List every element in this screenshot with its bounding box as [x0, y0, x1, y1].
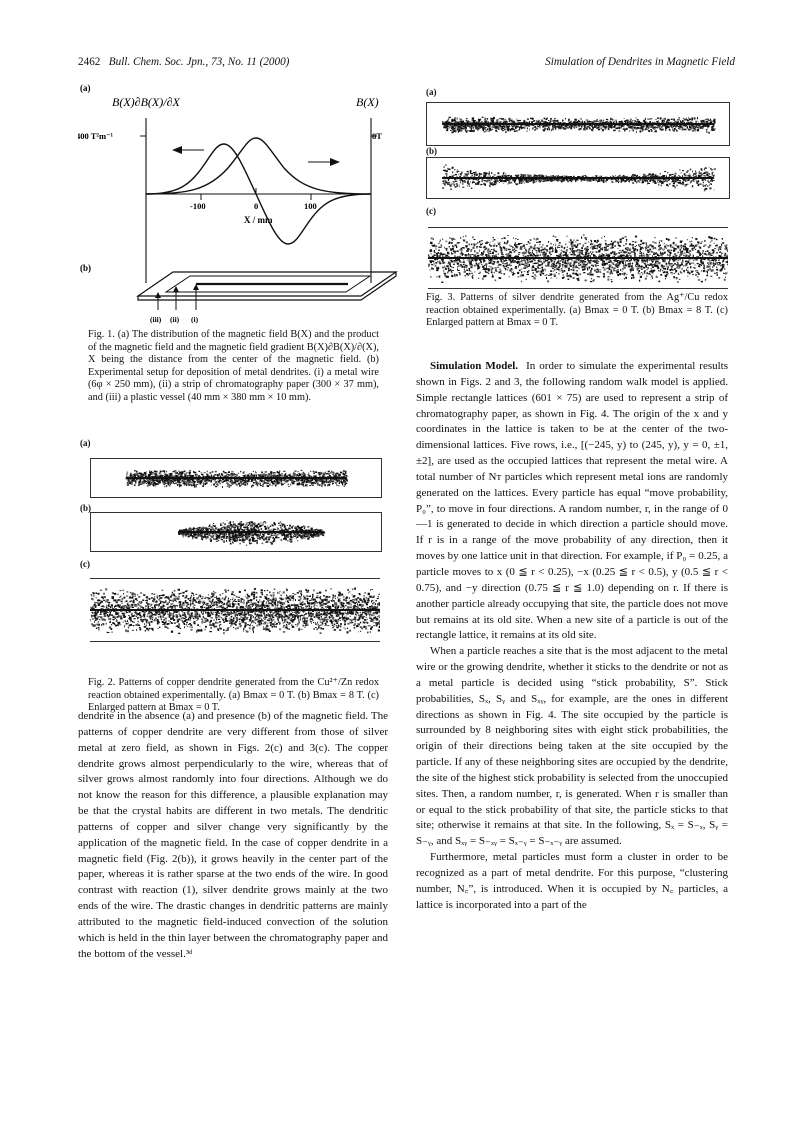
fig2-panel-b [90, 512, 382, 552]
experimental-setup-diagram [138, 272, 396, 314]
fig1-tick-pos: 100 [304, 201, 317, 211]
fig2-panel-a [90, 458, 382, 498]
figure-1 [78, 78, 398, 328]
fig1-tick-zero: 0 [254, 201, 259, 211]
fig1-panel-a-label: (a) [80, 83, 91, 93]
left-column-text [78, 709, 388, 963]
section-heading: Simulation Model. [430, 360, 519, 372]
fig1-left-axis-label: B(X)∂B(X)/∂X [112, 95, 180, 109]
left-paragraph: dendrite in the absence (a) and presence (b) of the magnetic field. The patterns of copper dendrite are very different from those of silver metal at zero field, as shown in Figs. 2(c) and 3(c). The copper dendrite grows almost perpendicularly to the wire, whereas that of silver grows almost randomly into four directions. Although we do not know the reason for this difference, a plausible explanation may be that the crystal habits are different in two metals. The dendritic patterns of copper and silver change very significantly by the application of the magnetic field. In the case of copper dendrite in a magnetic field (Fig. 2(b)), it grows heavily in the center part of the paper, whereas it is rather sparse at the two ends of the wire. In good contrast with reaction (1), silver dendrite grows mainly at the two ends of the wire. The drastic changes in dendritic patterns are mainly attributed to the magnetic field-induced convection of the solution which is held in the thin layer between the chromatography paper and the bottom of the vessel.³ᵈ [78, 710, 388, 960]
figure-1-caption: Fig. 1. (a) The distribution of the magnetic field B(X) and the product of the magnetic field and the magnetic field gradient B(X)∂B(X)/∂(X), X being the distance from the center of the magnetic field. (b) Experimental setup for deposition of metal dendrites. (i) a metal wire (6φ × 250 mm), (ii) a strip of chromatography paper (300 × 37 mm), and (iii) a plastic vessel (40 mm × 380 mm × 10 mm). [88, 329, 379, 403]
fig3-panel-c-pattern [428, 228, 728, 288]
fig3-panel-c [428, 227, 728, 289]
journal-citation: Bull. Chem. Soc. Jpn., 73, No. 11 (2000) [108, 56, 290, 68]
setup-label-iii: (iii) [150, 315, 162, 324]
setup-label-ii: (ii) [170, 315, 180, 324]
fig2-panel-c [90, 578, 380, 642]
fig2-panel-a-pattern [91, 459, 381, 497]
fig3-label-a: (a) [426, 87, 437, 97]
fig1-xlabel: X / mm [244, 215, 273, 225]
fig3-panel-a [426, 102, 730, 146]
right-column-text [416, 359, 728, 914]
fig3-label-c: (c) [426, 206, 436, 216]
fig2-label-c: (c) [80, 559, 90, 569]
fig1-tick-neg: -100 [190, 201, 206, 211]
fig3-panel-a-pattern [427, 103, 729, 145]
paragraph-simulation-model: Simulation Model. In order to simulate the experimental results shown in Figs. 2 and 3, the following random walk model is applied. Simple rectangle lattices (601 × 75) are used to represent a strip of chromatography paper, as shown in Fig. 4. The origin of the x and y coordinates in the lattice is taken to be at the center of the two-dimensional lattices. Five rows, i.e., [(−245, y) to (245, y), y = 0, ±1, ±2], are used as the occupied lattices that represent the metal wire. A total number of Nᴛ particles which represent metal ions are randomly generated on the lattices. Every particle has equal “move probability, P₀”, to move in four directions. A random number, r, in the range of 0—1 is generated to decide in which direction a particle should move. If r is in a range of the move probability of any direction, then it moves by one lattice unit in that direction. For example, if P₀ = 0.25, a particle moves to x (0 ≦ r < 0.25), −x (0.25 ≦ r < 0.5), y (0.5 ≦ r < 0.75), and −y direction (0.75 ≦ r ≦ 1.0) depending on r. If there is another particle already occupying that site, the particle does not move but remains at its old site. When a new site of a particle is out of the rectangle lattice, it remains at its old site. [416, 360, 728, 642]
fig2-label-a: (a) [80, 438, 91, 448]
setup-label-i: (i) [191, 315, 199, 324]
figure-2-caption: Fig. 2. Patterns of copper dendrite generated from the Cu²⁺/Zn redox reaction obtained experimentally. (a) Bmax = 0 T. (b) Bmax = 8 T. (c) Enlarged pattern at Bmax = 0 T. [88, 677, 379, 714]
fig1-left-value: 400 T²m⁻¹ [78, 131, 114, 141]
running-header-left [78, 56, 289, 68]
fig1-bx-curve [146, 138, 371, 194]
fig2-panel-b-pattern [91, 513, 381, 551]
fig3-panel-b-pattern [427, 158, 729, 198]
figure-1-graphic [78, 78, 398, 328]
figure-3-caption: Fig. 3. Patterns of silver dendrite generated from the Ag⁺/Cu redox reaction obtained experimentally. (a) Bmax = 0 T. (b) Bmax = 8 T. (c) Enlarged pattern at Bmax = 0 T. [426, 292, 728, 329]
paragraph-clustering: Furthermore, metal particles must form a cluster in order to be recognized as a part of metal dendrite. For this purpose, “clustering number, N꜀”, is introduced. When it is occupied by N꜀ particles, a lattice is incorporated into a part of the [416, 851, 728, 911]
left-arrow-icon [172, 146, 182, 154]
fig1-panel-b-label: (b) [80, 263, 91, 273]
fig2-label-b: (b) [80, 503, 91, 513]
page-number: 2462 [78, 56, 101, 68]
fig1-right-value: 8T [372, 131, 382, 141]
running-title: Simulation of Dendrites in Magnetic Field [545, 56, 735, 68]
fig1-right-axis-label: B(X) [356, 95, 379, 109]
fig2-panel-c-pattern [90, 579, 380, 641]
fig3-label-b: (b) [426, 146, 437, 156]
right-arrow-icon [330, 158, 340, 166]
paragraph-stick-probability: When a particle reaches a site that is the most adjacent to the metal wire or the growing dendrite, whether it sticks to the dendrite or not as a metal particle is decided using “stick probability, S”. Stick probabilities, Sₓ, Sᵧ and Sₓᵧ, for example, are the ones in different directions as shown in Fig. 4. The site occupied by the particle is surrounded by 8 neighboring sites with eight stick probabilities, the origin of their directions being taken at the site occupied by the particle. If any of these neighboring sites are occupied by the dendrite, the site of the highest stick probability is selected from the unoccupied sites. Then, a random number, r, is generated. When r is smaller than or equal to the stick probability of that site, the particle sticks to that site; otherwise it remains at that site. In the following, Sₓ = S₋ₓ, Sᵧ = S₋ᵧ, and Sₓᵧ = S₋ₓᵧ = Sₓ₋ᵧ = S₋ₓ₋ᵧ are assumed. [416, 645, 728, 848]
fig3-panel-b [426, 157, 730, 199]
